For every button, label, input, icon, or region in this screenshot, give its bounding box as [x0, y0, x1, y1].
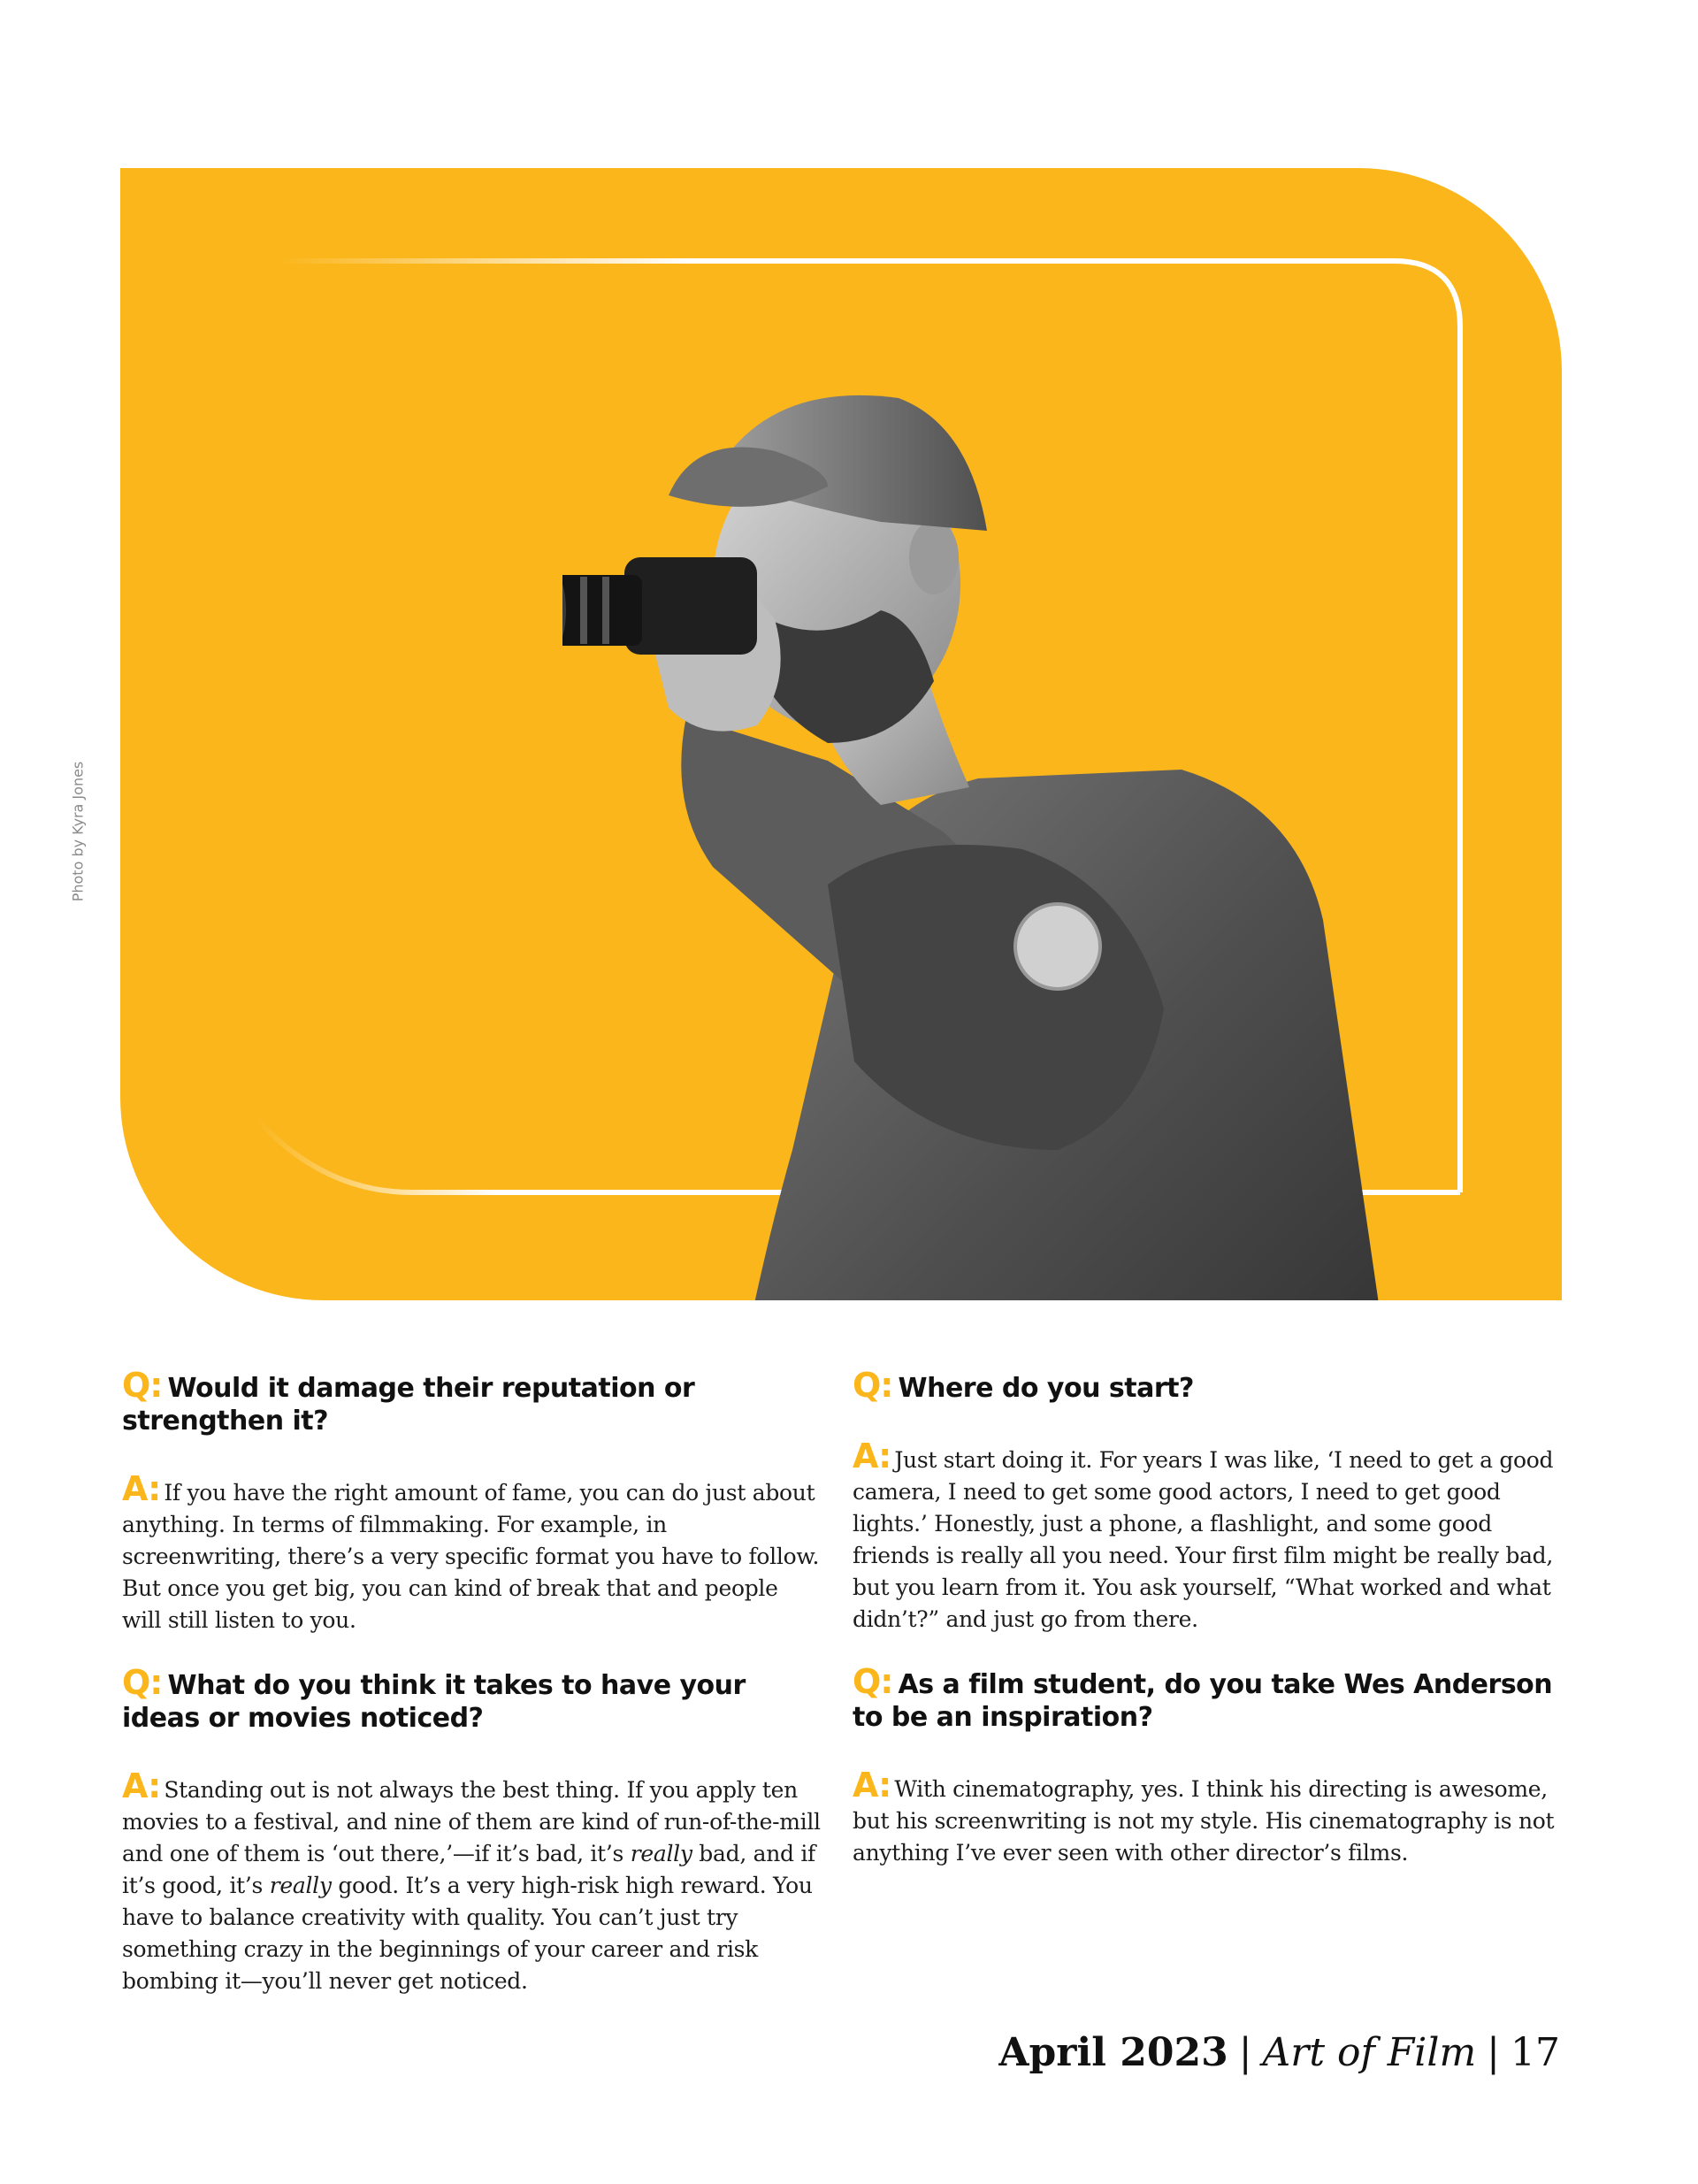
page-footer: [998, 2030, 1560, 2075]
answer-text: With cinematography, yes. I think his directing is awesome, but his screenwriting is not my style. His cinematography is not anything I’ve ever seen with other director’s films.: [853, 1776, 1555, 1866]
question-tag: Q:: [853, 1662, 893, 1701]
question-tag: Q:: [853, 1366, 893, 1405]
publication-name: Art of Film: [1262, 2030, 1477, 2075]
answer-tag: A:: [853, 1766, 891, 1805]
answer-text: If you have the right amount of fame, you can do just about anything. In terms of filmmaking. For example, in screenwriting, there’s a very specific format you have to follow. But once you get big, you can kind of break that and people will still listen to you.: [122, 1480, 820, 1633]
answer-text: Just start doing it. For years I was like, ‘I need to get a good camera, I need to get some good actors, I need to get good lights.’ Honestly, just a phone, a flashlight, and some good friends is really all you need. Your first film might be really bad, but you learn from it. You ask yourself, “What worked and what didn’t?” and just go from there.: [853, 1447, 1554, 1632]
qa-block: [122, 1366, 821, 1636]
answer: [853, 1766, 1560, 1869]
question: [853, 1366, 1560, 1405]
photo-credit: Photo by Kyra Jones: [69, 761, 87, 902]
page-number: 17: [1511, 2030, 1560, 2075]
qa-block: [853, 1366, 1560, 1636]
question-text: Where do you start?: [898, 1373, 1194, 1404]
photographer-with-camera-icon: [562, 389, 1403, 1300]
answer-text: good. It’s a very high-risk high reward. You have to balance creativity with quality. You can’t just try something crazy in the beginnings of your career and risk bombing it—you’ll never get noticed.: [122, 1873, 813, 1994]
footer-separator: |: [1238, 2030, 1252, 2075]
answer-tag: A:: [122, 1766, 161, 1805]
qa-block: [122, 1663, 821, 1997]
question-text: Would it damage their reputation or strengthen it?: [122, 1373, 695, 1437]
answer-emphasis: really: [269, 1873, 332, 1898]
question-tag: Q:: [122, 1366, 163, 1405]
question: [122, 1663, 821, 1735]
qa-block: [853, 1662, 1560, 1869]
answer-text: Standing out is not always the best thing. If you apply ten movies to a festival, and nine of them are kind of run-of-the-mill and one of them is ‘out there,’—if it’s bad, it’s: [122, 1777, 821, 1866]
qa-column-right: [853, 1366, 1560, 1899]
answer: [122, 1469, 821, 1636]
answer: [853, 1437, 1560, 1636]
question: [853, 1662, 1560, 1734]
answer-text: bad, and if it’s good, it’s: [122, 1841, 816, 1898]
question-text: As a film student, do you take Wes Anderson to be an inspiration?: [853, 1669, 1553, 1733]
question-text: What do you think it takes to have your ideas or movies noticed?: [122, 1670, 746, 1734]
hero-photo-panel: [120, 168, 1562, 1300]
answer-tag: A:: [853, 1437, 891, 1475]
answer-emphasis: really: [630, 1841, 692, 1866]
qa-column-left: [122, 1366, 821, 2027]
question: [122, 1366, 821, 1437]
question-tag: Q:: [122, 1663, 163, 1702]
issue-date: April 2023: [998, 2030, 1228, 2075]
answer-tag: A:: [122, 1469, 161, 1508]
answer: [122, 1766, 821, 1997]
footer-separator: |: [1487, 2030, 1500, 2075]
